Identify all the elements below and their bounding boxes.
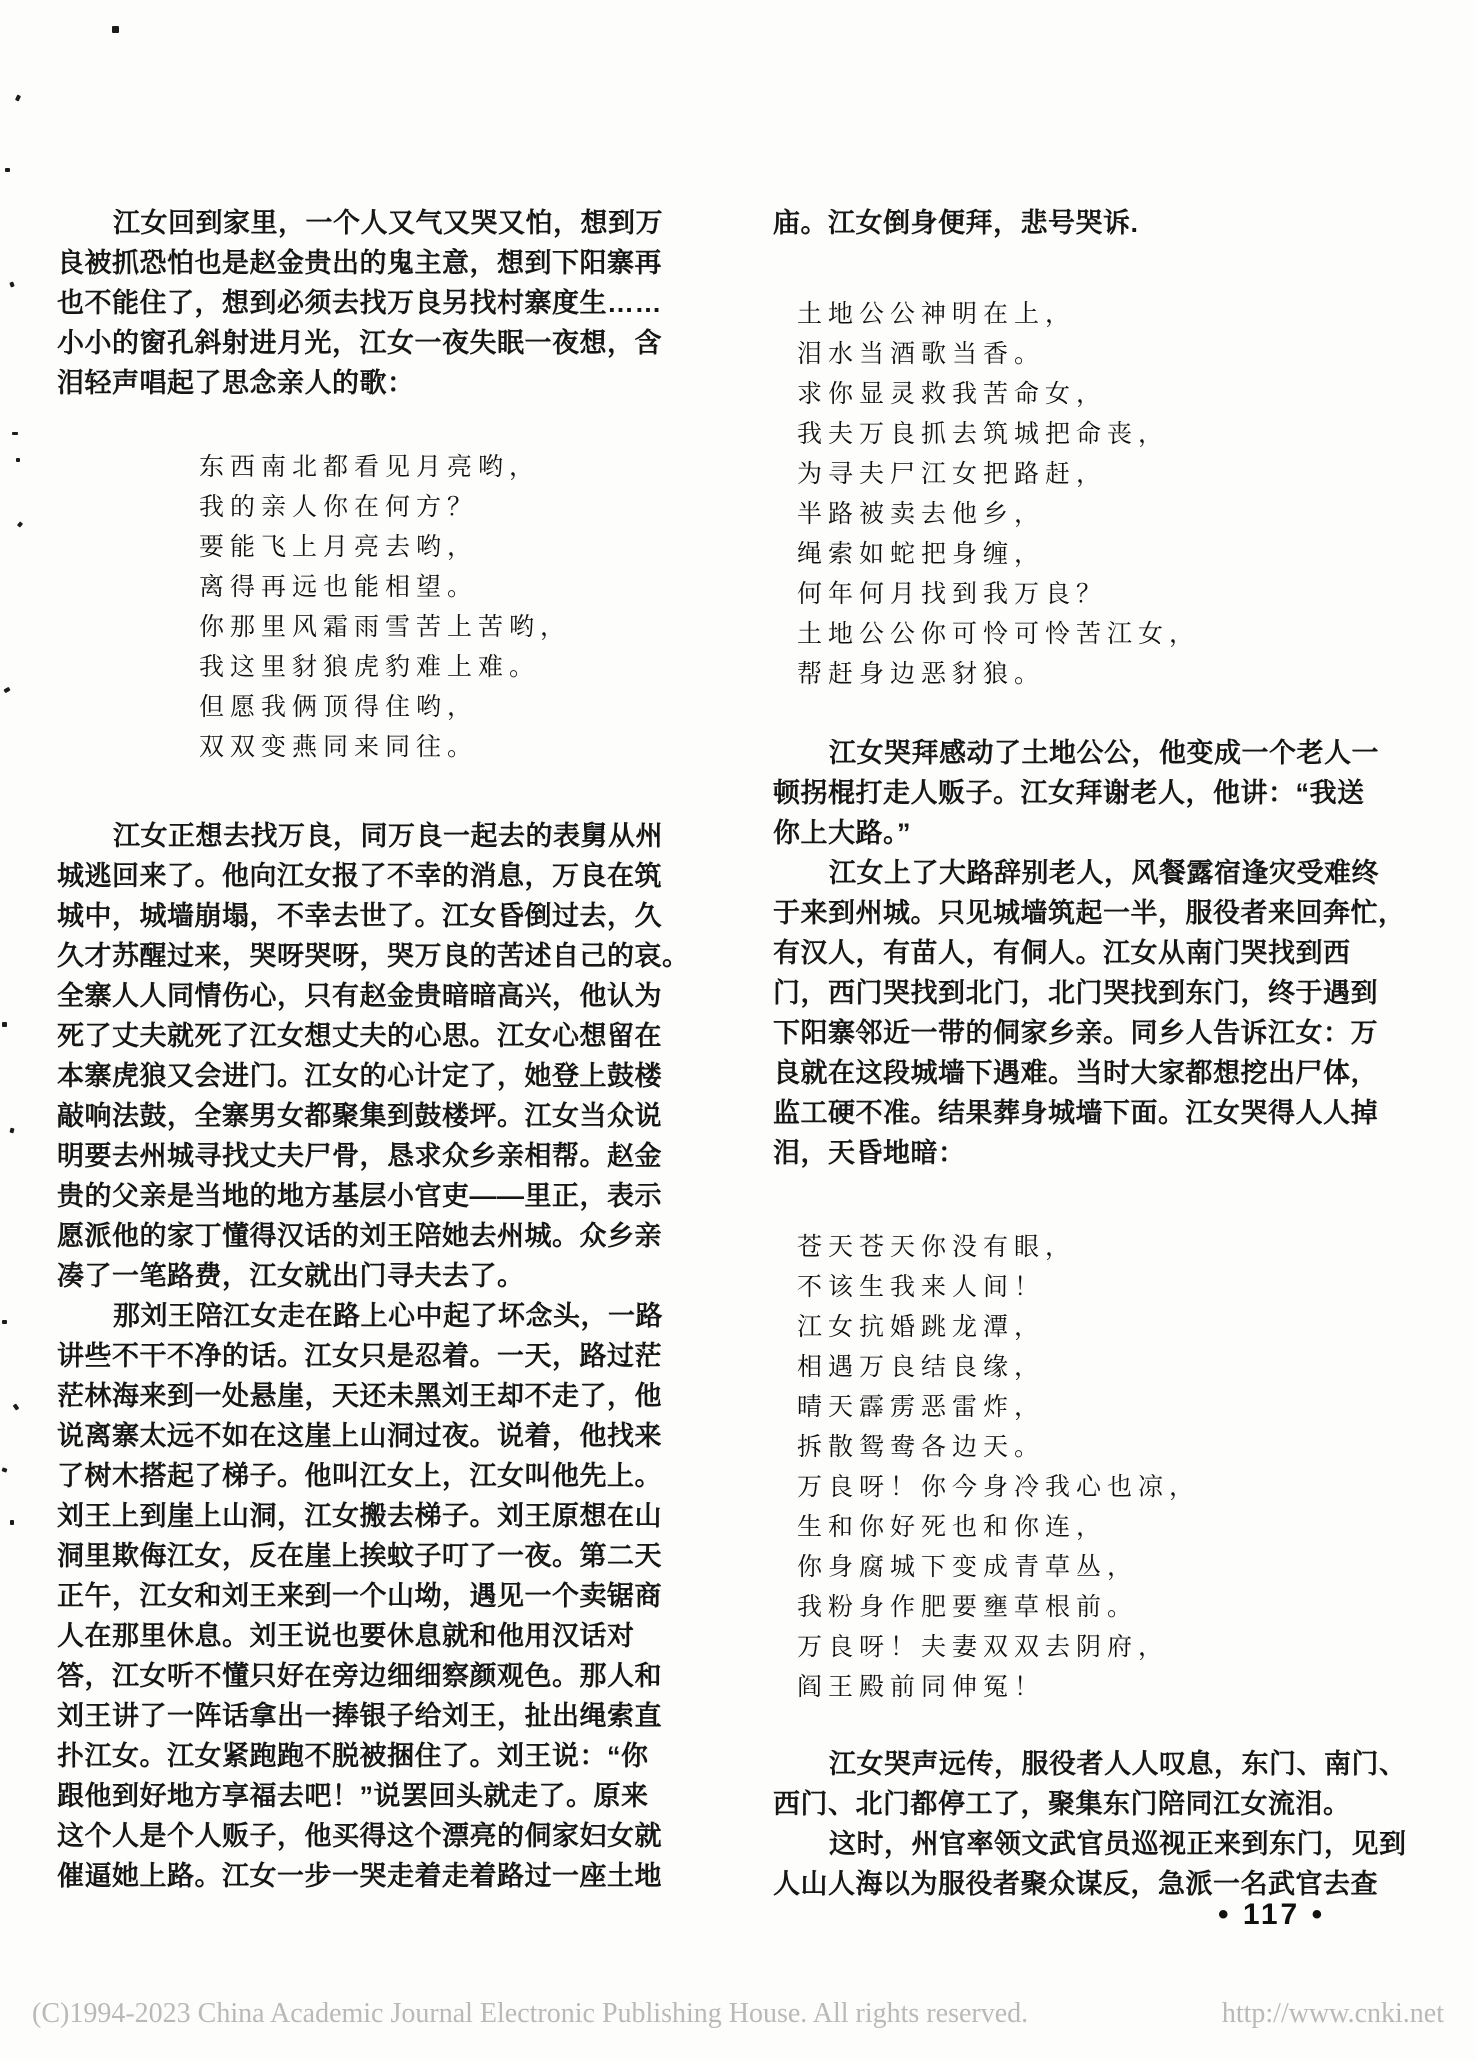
paragraph-earth-god-rescue	[773, 733, 1441, 853]
text-line: 土地公公神明在上，	[797, 301, 1077, 328]
text-line: 本寨虎狼又会进门。江女的心计定了，她登上鼓楼	[57, 1061, 662, 1091]
text-line: 土地公公你可怜可怜苦江女，	[797, 621, 1201, 648]
song-of-longing	[57, 448, 659, 768]
page-number: • 117 •	[1218, 1898, 1326, 1931]
right-column	[773, 203, 1441, 1904]
text-line: 说离寨太远不如在这崖上山洞过夜。说着，他找来	[57, 1421, 662, 1451]
text-line: 讲些不干不净的话。江女只是忍着。一天，路过茫	[57, 1341, 662, 1371]
text-line: 阎王殿前同伸冤！	[797, 1674, 1046, 1701]
text-line: 我夫万良抓去筑城把命丧，	[797, 421, 1170, 448]
text-line: 但愿我俩顶得住哟，	[199, 694, 479, 721]
text-line: 不该生我来人间！	[797, 1274, 1046, 1301]
text-line: 刘王上到崖上山洞，江女搬去梯子。刘王原想在山	[57, 1501, 662, 1531]
text-line: 刘王讲了一阵话拿出一捧银子给刘王，扯出绳索直	[57, 1701, 662, 1731]
text-line: 相遇万良结良缘，	[797, 1354, 1046, 1381]
text-line: 下阳寨邻近一带的侗家乡亲。同乡人告诉江女：万	[773, 1018, 1378, 1048]
paragraph-official-inspection	[773, 1824, 1441, 1904]
scan-speck	[112, 26, 119, 33]
text-line: 良就在这段城墙下遇难。当时大家都想挖出尸体，	[773, 1058, 1378, 1088]
text-line: 江女正想去找万良，同万良一起去的表舅从州	[113, 821, 663, 851]
left-column	[57, 203, 690, 1896]
text-line: 泪，天昏地暗：	[773, 1138, 966, 1168]
text-line: 城中，城墙崩塌，不幸去世了。江女昏倒过去，久	[57, 901, 662, 931]
paragraph-liuwang-journey	[57, 1296, 663, 1896]
text-line: 我粉身作肥要壅草根前。	[797, 1594, 1139, 1621]
scan-speck	[9, 281, 14, 287]
text-line: 这个人是个人贩子，他买得这个漂亮的侗家妇女就	[57, 1821, 662, 1851]
text-line: 江女哭声远传，服役者人人叹息，东门、南门、	[829, 1749, 1407, 1779]
text-line: 东西南北都看见月亮哟，	[199, 454, 541, 481]
text-line: 明要去州城寻找丈夫尸骨，恳求众乡亲相帮。赵金	[57, 1141, 662, 1171]
text-line: 城逃回来了。他向江女报了不幸的消息，万良在筑	[57, 861, 662, 891]
scan-speck	[17, 521, 23, 527]
text-line: 茫林海来到一处悬崖，天还未黑刘王却不走了，他	[57, 1381, 662, 1411]
text-line: 你上大路。”	[773, 818, 911, 848]
text-line: 顿拐棍打走人贩子。江女拜谢老人，他讲：“我送	[773, 778, 1365, 808]
text-line: 我这里豺狼虎豹难上难。	[199, 654, 541, 681]
scan-speck	[13, 1403, 20, 1410]
paragraph-workers-mourn	[773, 1744, 1441, 1824]
text-line: 我的亲人你在何方？	[199, 494, 479, 521]
text-line: 久才苏醒过来，哭呀哭呀，哭万良的苦述自己的哀。	[57, 941, 690, 971]
scan-speck	[1, 1467, 7, 1472]
scan-speck	[5, 168, 10, 172]
text-line: 帮赶身边恶豺狼。	[797, 661, 1046, 688]
text-line: 小小的窗孔斜射进月光，江女一夜失眠一夜想，含	[57, 328, 662, 358]
text-line: 门，西门哭找到北门，北门哭找到东门，终于遇到	[773, 978, 1378, 1008]
text-line: 西门、北门都停工了，聚集东门陪同江女流泪。	[773, 1789, 1351, 1819]
text-line: 凑了一笔路费，江女就出门寻夫去了。	[57, 1261, 525, 1291]
text-line: 于来到州城。只见城墙筑起一半，服役者来回奔忙，	[773, 898, 1406, 928]
scan-speck	[10, 1520, 14, 1525]
scan-speck	[15, 94, 21, 101]
text-line: 要能飞上月亮去哟，	[199, 534, 479, 561]
text-line: 为寻夫尸江女把路赶，	[797, 461, 1108, 488]
cnki-url: http://www.cnki.net	[1221, 1998, 1444, 2029]
scan-speck	[3, 687, 10, 693]
text-line: 泪轻声唱起了思念亲人的歌：	[57, 368, 415, 398]
text-line: 你身腐城下变成青草丛，	[797, 1554, 1139, 1581]
paragraph-temple-continuation	[773, 203, 1441, 243]
text-line: 江女哭拜感动了土地公公，他变成一个老人一	[829, 738, 1379, 768]
text-line: 监工硬不准。结果葬身城墙下面。江女哭得人人掉	[773, 1098, 1378, 1128]
text-line: 死了丈夫就死了江女想丈夫的心思。江女心想留在	[57, 1021, 662, 1051]
lament-song	[773, 1228, 1441, 1708]
text-line: 人在那里休息。刘王说也要休息就和他用汉话对	[57, 1621, 635, 1651]
copyright-text: (C)1994-2023 China Academic Journal Electronic Publishing House. All rights reserved.	[32, 1998, 1029, 2029]
text-line: 有汉人，有苗人，有侗人。江女从南门哭找到西	[773, 938, 1351, 968]
scan-speck	[12, 432, 18, 435]
text-line: 你那里风霜雨雪苦上苦哟，	[199, 614, 572, 641]
text-line: 敲响法鼓，全寨男女都聚集到鼓楼坪。江女当众说	[57, 1101, 662, 1131]
text-line: 万良呀！夫妻双双去阴府，	[797, 1634, 1170, 1661]
text-line: 跟他到好地方享福去吧！”说罢回头就走了。原来	[57, 1781, 649, 1811]
text-line: 绳索如蛇把身缠，	[797, 541, 1046, 568]
scan-speck	[2, 1022, 7, 1027]
text-line: 晴天霹雳恶雷炸，	[797, 1394, 1046, 1421]
text-line: 这时，州官率领文武官员巡视正来到东门，见到	[829, 1829, 1407, 1859]
scan-speck	[16, 458, 20, 462]
paragraph-arrival-at-city	[773, 853, 1441, 1173]
text-line: 半路被卖去他乡，	[797, 501, 1046, 528]
text-line: 何年何月找到我万良？	[797, 581, 1108, 608]
text-line: 催逼她上路。江女一步一哭走着走着路过一座土地	[57, 1861, 662, 1891]
text-line: 也不能住了，想到必须去找万良另找村寨度生……	[57, 288, 662, 318]
text-line: 江女回到家里，一个人又气又哭又怕，想到万	[113, 208, 663, 238]
text-line: 了树木搭起了梯子。他叫江女上，江女叫他先上。	[57, 1461, 662, 1491]
text-line: 良被抓恐怕也是赵金贵出的鬼主意，想到下阳寨再	[57, 248, 662, 278]
text-line: 泪水当酒歌当香。	[797, 341, 1046, 368]
text-line: 苍天苍天你没有眼，	[797, 1234, 1077, 1261]
text-line: 江女抗婚跳龙潭，	[797, 1314, 1046, 1341]
scan-speck	[9, 1128, 14, 1134]
prayer-song-to-earth-god	[773, 295, 1441, 695]
text-line: 扑江女。江女紧跑跑不脱被捆住了。刘王说：“你	[57, 1741, 649, 1771]
text-line: 双双变燕同来同往。	[199, 734, 479, 761]
scan-speck	[2, 1320, 7, 1324]
text-line: 生和你好死也和你连，	[797, 1514, 1108, 1541]
text-line: 答，江女听不懂只好在旁边细细察颜观色。那人和	[57, 1661, 662, 1691]
paragraph-jiangnu-home	[57, 203, 663, 403]
text-line: 洞里欺侮江女，反在崖上挨蚊子叮了一夜。第二天	[57, 1541, 662, 1571]
text-line: 正午，江女和刘王来到一个山坳，遇见一个卖锯商	[57, 1581, 662, 1611]
text-line: 江女上了大路辞别老人，风餐露宿逢灾受难终	[829, 858, 1379, 888]
text-line: 离得再远也能相望。	[199, 574, 479, 601]
copyright-footer	[32, 1998, 1444, 2030]
text-line: 愿派他的家丁懂得汉话的刘王陪她去州城。众乡亲	[57, 1221, 662, 1251]
text-line: 贵的父亲是当地的地方基层小官吏——里正，表示	[57, 1181, 662, 1211]
text-line: 万良呀！你今身冷我心也凉，	[797, 1474, 1201, 1501]
paragraph-bad-news	[57, 816, 690, 1296]
text-line: 拆散鸳鸯各边天。	[797, 1434, 1046, 1461]
text-line: 庙。江女倒身便拜，悲号哭诉.	[773, 208, 1139, 238]
text-line: 那刘王陪江女走在路上心中起了坏念头，一路	[113, 1301, 663, 1331]
text-line: 人山人海以为服役者聚众谋反，急派一名武官去查	[773, 1869, 1378, 1899]
text-line: 求你显灵救我苦命女，	[797, 381, 1108, 408]
text-line: 全寨人人同情伤心，只有赵金贵暗暗高兴，他认为	[57, 981, 662, 1011]
